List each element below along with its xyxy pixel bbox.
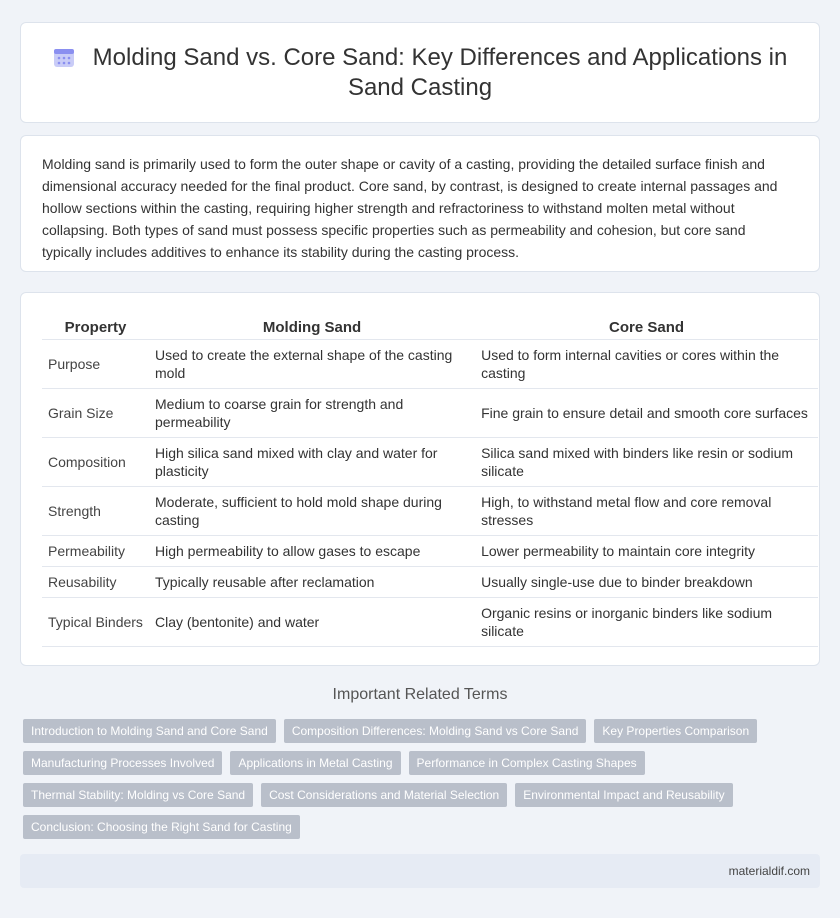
title-line-1: Molding Sand vs. Core Sand: Key Differences and Applications in xyxy=(92,44,788,71)
intro-paragraph: Molding sand is primarily used to form the outer shape or cavity of a casting, providing the detailed surface finish and dimensional accuracy needed for the final product. Core sand, by contrast, is designed to create internal passages and hollow sections within the casting, requiring higher strength and refractoriness to withstand molten metal without collapsing. Both types of sand must possess specific properties such as permeability and cohesion, but core sand typically includes additives to enhance its stability during the casting process. xyxy=(42,156,778,260)
row-molding-value: High permeability to allow gases to escape xyxy=(149,535,475,566)
related-term-tag[interactable]: Conclusion: Choosing the Right Sand for Casting xyxy=(23,815,300,839)
header-molding-sand: Molding Sand xyxy=(149,313,475,339)
row-core-value: High, to withstand metal flow and core removal stresses xyxy=(475,486,818,535)
table-row xyxy=(42,388,818,437)
row-core-value: Usually single-use due to binder breakdown xyxy=(475,566,818,597)
table-row xyxy=(42,437,818,486)
row-core-value: Organic resins or inorganic binders like sodium silicate xyxy=(475,597,818,646)
title-line-2: Sand Casting xyxy=(347,74,493,101)
table-row xyxy=(42,597,818,646)
table-header-row xyxy=(42,313,818,339)
related-terms-list xyxy=(23,719,803,847)
row-molding-value: High silica sand mixed with clay and water for plasticity xyxy=(149,437,475,486)
table-row xyxy=(42,535,818,566)
row-molding-value: Moderate, sufficient to hold mold shape during casting xyxy=(149,486,475,535)
row-molding-value: Used to create the external shape of the casting mold xyxy=(149,339,475,388)
row-property: Permeability xyxy=(42,535,149,566)
related-term-tag[interactable]: Introduction to Molding Sand and Core Sand xyxy=(23,719,276,743)
related-terms-title: Important Related Terms xyxy=(332,686,508,703)
table-row xyxy=(42,566,818,597)
row-molding-value: Medium to coarse grain for strength and permeability xyxy=(149,388,475,437)
related-term-tag[interactable]: Applications in Metal Casting xyxy=(230,751,400,775)
header-card xyxy=(20,22,820,123)
related-term-tag[interactable]: Environmental Impact and Reusability xyxy=(515,783,732,807)
row-core-value: Lower permeability to maintain core integrity xyxy=(475,535,818,566)
row-core-value: Used to form internal cavities or cores within the casting xyxy=(475,339,818,388)
calendar-icon xyxy=(53,46,75,68)
row-property: Grain Size xyxy=(42,388,149,437)
related-term-tag[interactable]: Cost Considerations and Material Selection xyxy=(261,783,507,807)
related-term-tag[interactable]: Manufacturing Processes Involved xyxy=(23,751,222,775)
row-property: Typical Binders xyxy=(42,597,149,646)
header-core-sand: Core Sand xyxy=(475,313,818,339)
related-term-tag[interactable]: Performance in Complex Casting Shapes xyxy=(409,751,645,775)
row-core-value: Fine grain to ensure detail and smooth core surfaces xyxy=(475,388,818,437)
footer xyxy=(20,854,820,888)
row-property: Strength xyxy=(42,486,149,535)
row-molding-value: Typically reusable after reclamation xyxy=(149,566,475,597)
header-property: Property xyxy=(42,313,149,339)
row-property: Reusability xyxy=(42,566,149,597)
table-row xyxy=(42,339,818,388)
comparison-card xyxy=(20,292,820,666)
intro-card xyxy=(20,135,820,272)
footer-site-link[interactable]: materialdif.com xyxy=(728,864,810,878)
comparison-table xyxy=(42,313,818,647)
table-row xyxy=(42,486,818,535)
related-term-tag[interactable]: Key Properties Comparison xyxy=(594,719,757,743)
related-term-tag[interactable]: Composition Differences: Molding Sand vs Core Sand xyxy=(284,719,587,743)
row-property: Purpose xyxy=(42,339,149,388)
page-title xyxy=(21,43,819,103)
row-molding-value: Clay (bentonite) and water xyxy=(149,597,475,646)
row-core-value: Silica sand mixed with binders like resin or sodium silicate xyxy=(475,437,818,486)
row-property: Composition xyxy=(42,437,149,486)
related-term-tag[interactable]: Thermal Stability: Molding vs Core Sand xyxy=(23,783,253,807)
